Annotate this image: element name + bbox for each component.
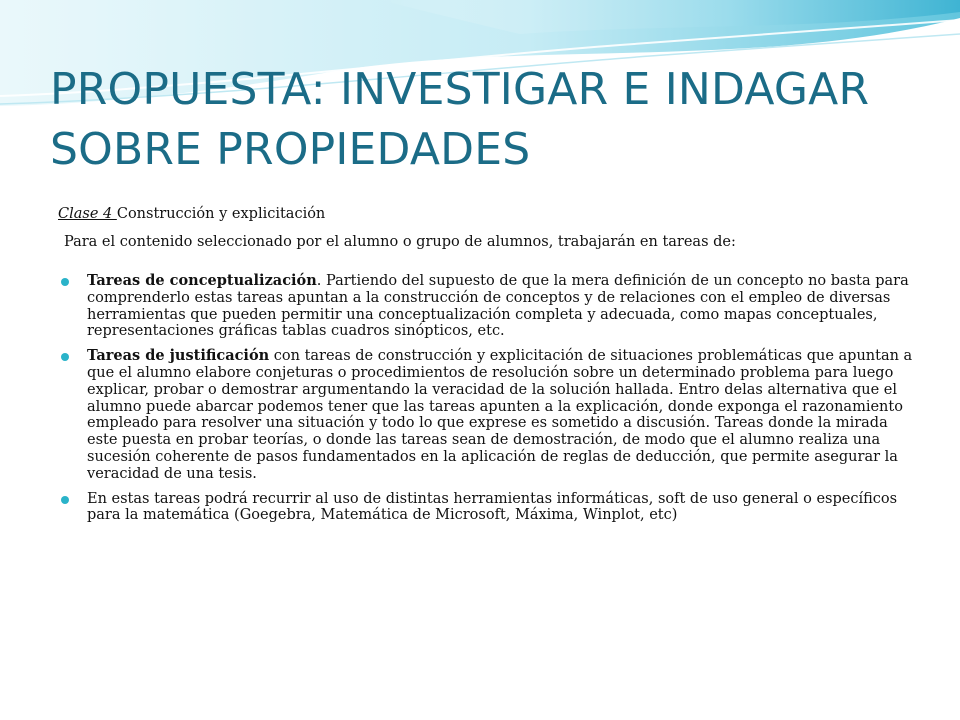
slide-title: PROPUESTA: INVESTIGAR E INDAGAR SOBRE PROPIEDADES [50,64,870,175]
task-description: . Partiendo del supuesto de que la mera definición de un concepto no basta para comprenderlo estas tareas apuntan a la construcción de conceptos y de relaciones con el empleo de diversas herramientas que pueden permitir una conceptualización completa y adecuada, como mapas conceptuales, representaciones gráficas tablas cuadros sinópticos, etc. [87,273,909,340]
task-list [50,273,920,524]
task-item-conceptualization [50,273,920,340]
class-topic: Construcción y explicitación [116,206,326,222]
task-description: con tareas de construcción y explicitación de situaciones problemáticas que apuntan a que el alumno elabore conjeturas o procedimientos de resolución sobre un determinado problema para luego explicar, probar o demostrar argumentando la veracidad de la solución hallada. Entro delas alternativa que el alumno puede abarcar podemos tener que las tareas apunten a la explicación, donde exponga el razonamiento empleado para resolver una situación y todo lo que exprese es sometido a discusión. Tareas donde la mirada este puesta en probar teorías, o donde las tareas sean de demostración, de modo que el alumno realiza una sucesión coherente de pasos fundamentados en la aplicación de reglas de deducción, que permite asegurar la veracidad de una tesis. [87,348,913,482]
task-title: Tareas de conceptualización [87,272,317,289]
class-subtitle [58,205,920,223]
slide-content [50,205,920,532]
bullet-dot-icon [61,278,69,286]
task-title: Tareas de justificación [87,347,270,365]
bullet-dot-icon [61,353,69,361]
task-item-justification [50,348,920,482]
class-label: Clase 4 [58,206,117,222]
task-item-tools [50,491,920,525]
intro-text: Para el contenido seleccionado por el alumno o grupo de alumnos, trabajarán en tareas de: [64,234,736,250]
task-description: En estas tareas podrá recurrir al uso de distintas herramientas informáticas, soft de uso general o específicos para la matemática (Goegebra, Matemática de Microsoft, Máxima, Winplot, etc) [87,490,898,524]
bullet-dot-icon [61,496,69,504]
